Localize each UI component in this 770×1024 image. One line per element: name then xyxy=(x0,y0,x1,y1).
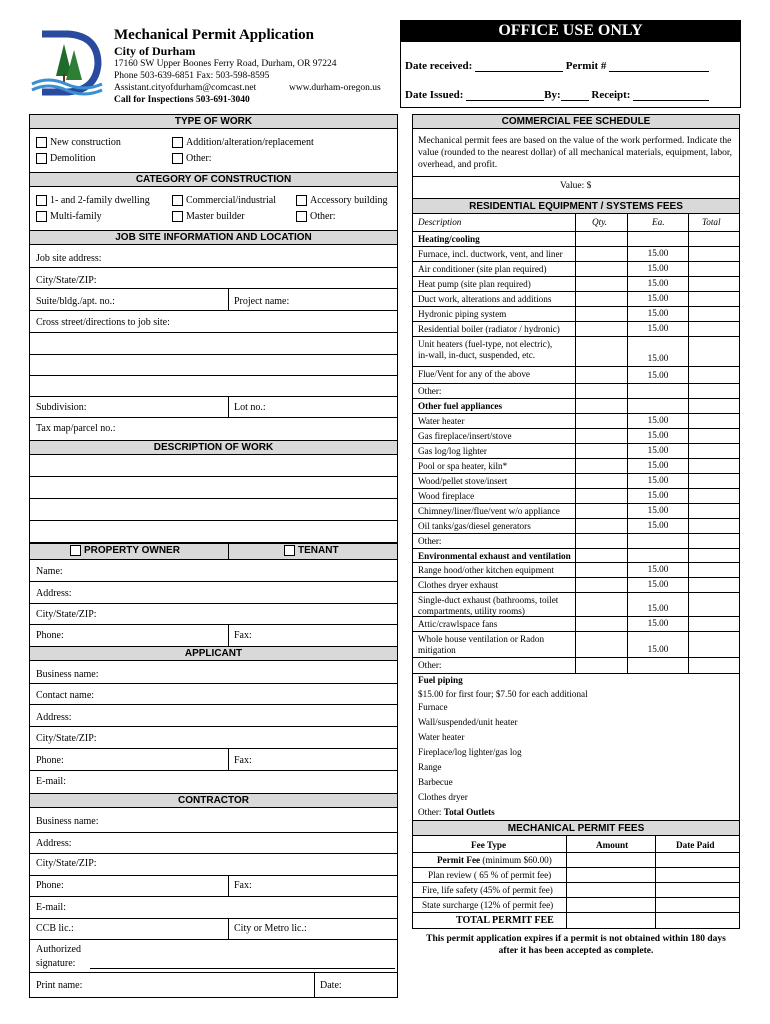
demolition-checkbox[interactable]: Demolition xyxy=(36,153,96,164)
fee-each-value: 15.00 xyxy=(647,445,669,455)
fee-label-furnace: Furnace, incl. ductwork, vent, and liner xyxy=(418,249,563,259)
owner-address-row[interactable] xyxy=(29,582,398,604)
fee-each-value: 15.00 xyxy=(647,370,669,380)
fee-label-water_heater: Water heater xyxy=(418,416,465,426)
fee-label-oil_tanks: Oil tanks/gas/diesel generators xyxy=(418,521,531,531)
fee-label-unit_heaters_2: in-wall, in-duct, suspended, etc. xyxy=(418,350,536,360)
fee-label-other: Other: xyxy=(418,386,442,396)
print-name-label: Print name: xyxy=(36,980,83,991)
cross-street-row-2[interactable] xyxy=(29,333,398,355)
total-permit-fee-row[interactable]: TOTAL PERMIT FEE xyxy=(456,915,554,926)
fuel-row-fp_bbq[interactable]: Barbecue xyxy=(418,777,453,787)
fee-label-wood_pellet: Wood/pellet stove/insert xyxy=(418,476,508,486)
multi-family-checkbox[interactable]: Multi-family xyxy=(36,211,102,222)
fee-label-hydronic: Hydronic piping system xyxy=(418,309,507,319)
applicant-address-row[interactable] xyxy=(29,705,398,727)
applicant-header: APPLICANT xyxy=(29,646,398,661)
city-logo xyxy=(28,26,106,100)
contractor-city-label: City/State/ZIP: xyxy=(36,858,97,869)
commercial-header: COMMERCIAL FEE SCHEDULE xyxy=(412,114,740,129)
fee-label-gas_log: Gas log/log lighter xyxy=(418,446,487,456)
cross-street-row-4[interactable] xyxy=(29,376,398,397)
value-field[interactable]: Value: $ xyxy=(560,181,592,191)
state-surcharge-row[interactable]: State surcharge (12% of permit fee) xyxy=(422,900,554,910)
tax-map-label: Tax map/parcel no.: xyxy=(36,423,116,434)
cross-street-row-3[interactable] xyxy=(29,355,398,376)
contractor-fax-label: Fax: xyxy=(234,880,252,891)
owner-name-label: Name: xyxy=(36,566,63,577)
authorized-label: Authorized xyxy=(36,944,81,955)
commercial-checkbox[interactable]: Commercial/industrial xyxy=(172,195,276,206)
applicant-business-label: Business name: xyxy=(36,669,99,680)
fee-label-duct: Duct work, alterations and additions xyxy=(418,294,552,304)
fuel-row-fp_dryer[interactable]: Clothes dryer xyxy=(418,792,468,802)
fee-each-value: 15.00 xyxy=(647,263,669,273)
contractor-address-label: Address: xyxy=(36,838,72,849)
signature-label: signature: xyxy=(36,958,76,969)
signature-row xyxy=(29,972,398,973)
contractor-email-label: E-mail: xyxy=(36,902,66,913)
permit-fees-header: MECHANICAL PERMIT FEES xyxy=(412,820,740,836)
owner-name-row[interactable] xyxy=(29,560,398,582)
fee-each-value: 15.00 xyxy=(647,520,669,530)
expiration-notice: This permit application expires if a permit is not obtained within 180 days after it has been accepted as complete. xyxy=(426,934,726,956)
fee-each-value: 15.00 xyxy=(647,490,669,500)
office-use-title: OFFICE USE ONLY xyxy=(400,20,741,42)
inspection-phone: Call for Inspections 503-691-3040 xyxy=(114,95,250,105)
applicant-contact-label: Contact name: xyxy=(36,690,95,701)
job-site-address-label: Job site address: xyxy=(36,253,102,264)
fee-label-dryer: Clothes dryer exhaust xyxy=(418,580,499,590)
city-website: www.durham-oregon.us xyxy=(289,83,381,93)
fee-label-env: Environmental exhaust and ventilation xyxy=(418,551,571,561)
fee-label-heating: Heating/cooling xyxy=(418,234,480,244)
residential-header: RESIDENTIAL EQUIPMENT / SYSTEMS FEES xyxy=(412,198,740,214)
fee-label-heat_pump: Heat pump (site plan required) xyxy=(418,279,531,289)
city-metro-label: City or Metro lic.: xyxy=(234,923,307,934)
fuel-row-fp_range[interactable]: Range xyxy=(418,762,442,772)
fee-label-other_fuel: Other fuel appliances xyxy=(418,401,503,411)
description-line-2[interactable] xyxy=(29,477,398,499)
fee-label-wood_fireplace: Wood fireplace xyxy=(418,491,475,501)
fuel-piping-heading: Fuel piping xyxy=(418,675,463,685)
contractor-phone-label: Phone: xyxy=(36,880,64,891)
date-received-field[interactable]: Date received: Permit # xyxy=(405,60,709,72)
applicant-phone-label: Phone: xyxy=(36,755,64,766)
owner-address-label: Address: xyxy=(36,588,72,599)
col-description: Description xyxy=(418,217,462,227)
plan-review-row[interactable]: Plan review ( 65 % of permit fee) xyxy=(428,870,552,880)
accessory-checkbox[interactable]: Accessory building xyxy=(296,195,388,206)
applicant-address-label: Address: xyxy=(36,712,72,723)
applicant-phone-row[interactable] xyxy=(29,749,398,771)
contractor-business-label: Business name: xyxy=(36,816,99,827)
city-email: Assistant.cityofdurham@comcast.net xyxy=(114,83,257,93)
contractor-header: CONTRACTOR xyxy=(29,793,398,808)
fee-row-other xyxy=(412,534,740,549)
date-paid-header: Date Paid xyxy=(676,840,715,850)
fee-label-other: Other: xyxy=(418,536,442,546)
owner-fax-label: Fax: xyxy=(234,630,252,641)
owner-phone-label: Phone: xyxy=(36,630,64,641)
fee-each-value: 15.00 xyxy=(647,293,669,303)
fee-each-value: 15.00 xyxy=(647,415,669,425)
project-name-label: Project name: xyxy=(234,296,290,307)
contractor-license-row[interactable] xyxy=(29,919,398,940)
one-two-family-checkbox[interactable]: 1- and 2-family dwelling xyxy=(36,195,150,206)
fee-type-header: Fee Type xyxy=(471,840,507,850)
fuel-row-other[interactable]: Other: Total Outlets xyxy=(418,807,495,817)
fee-label-whole_house_2: mitigation xyxy=(418,645,456,655)
description-header: DESCRIPTION OF WORK xyxy=(29,440,398,455)
fee-each-value: 15.00 xyxy=(647,248,669,258)
fee-row-other xyxy=(412,658,740,674)
fee-label-other: Other: xyxy=(418,660,442,670)
fee-label-single_duct_1: Single-duct exhaust (bathrooms, toilet xyxy=(418,595,559,605)
fuel-row-fp_water[interactable]: Water heater xyxy=(418,732,465,742)
signature-line[interactable] xyxy=(90,968,395,969)
fee-each-value: 15.00 xyxy=(647,618,669,628)
contractor-phone-row[interactable] xyxy=(29,876,398,897)
fuel-rate: $15.00 for first four; $7.50 for each additional xyxy=(418,689,588,699)
permit-fee-row[interactable]: Permit Fee (minimum $60.00) xyxy=(437,855,552,865)
job-city-label: City/State/ZIP: xyxy=(36,275,97,286)
fee-each-value: 15.00 xyxy=(647,323,669,333)
fee-label-attic: Attic/crawlspace fans xyxy=(418,619,498,629)
contractor-address-row[interactable] xyxy=(29,833,398,854)
property-owner-checkbox[interactable]: PROPERTY OWNER xyxy=(70,545,180,556)
description-line-3[interactable] xyxy=(29,499,398,521)
fuel-row-fp_wall[interactable]: Wall/suspended/unit heater xyxy=(418,717,518,727)
fire-life-row[interactable]: Fire, life safety (45% of permit fee) xyxy=(422,885,553,895)
job-site-header: JOB SITE INFORMATION AND LOCATION xyxy=(29,230,398,245)
fee-label-single_duct_2: compartments, utility rooms) xyxy=(418,606,525,616)
lot-label: Lot no.: xyxy=(234,402,266,413)
commercial-text: Mechanical permit fees are based on the value of the work performed. Indicate the value (rounded to the nearest dollar) of all mechanical materials, equipment, labor, overhead, and profit. xyxy=(418,136,733,170)
amount-header: Amount xyxy=(596,840,629,850)
fee-each-value: 15.00 xyxy=(647,308,669,318)
applicant-city-label: City/State/ZIP: xyxy=(36,733,97,744)
fee-row-other xyxy=(412,384,740,399)
category-header: CATEGORY OF CONSTRUCTION xyxy=(29,172,398,187)
fuel-row-fp_furnace[interactable]: Furnace xyxy=(418,702,448,712)
tenant-checkbox[interactable]: TENANT xyxy=(284,545,339,556)
col-total: Total xyxy=(702,217,721,227)
fee-label-unit_heaters_1: Unit heaters (fuel-type, not electric), xyxy=(418,339,553,349)
fee-label-gas_fireplace: Gas fireplace/insert/stove xyxy=(418,431,512,441)
fee-each-value: 15.00 xyxy=(647,475,669,485)
city-phone: Phone 503-639-6851 Fax: 503-598-8595 xyxy=(114,71,270,81)
type-other-checkbox[interactable]: Other: xyxy=(172,153,212,164)
category-other-checkbox[interactable]: Other: xyxy=(296,211,336,222)
form-title: Mechanical Permit Application xyxy=(114,27,314,43)
fee-label-ac: Air conditioner (site plan required) xyxy=(418,264,547,274)
addition-checkbox[interactable]: Addition/alteration/replacement xyxy=(172,137,314,148)
city-name: City of Durham xyxy=(114,44,196,58)
fee-each-value: 15.00 xyxy=(647,603,669,613)
col-each: Ea. xyxy=(652,217,665,227)
fee-each-value: 15.00 xyxy=(647,278,669,288)
fee-label-range_hood: Range hood/other kitchen equipment xyxy=(418,565,554,575)
date-label: Date: xyxy=(320,980,342,991)
fee-label-pool: Pool or spa heater, kiln* xyxy=(418,461,508,471)
col-qty: Qty. xyxy=(592,217,608,227)
fee-each-value: 15.00 xyxy=(647,353,669,363)
fee-each-value: 15.00 xyxy=(647,579,669,589)
fee-label-flue: Flue/Vent for any of the above xyxy=(418,369,531,379)
master-builder-checkbox[interactable]: Master builder xyxy=(172,211,245,222)
date-issued-field[interactable]: Date Issued: By: Receipt: xyxy=(405,89,709,101)
fee-each-value: 15.00 xyxy=(647,644,669,654)
cross-street-label: Cross street/directions to job site: xyxy=(36,317,170,328)
fuel-row-fp_fireplace[interactable]: Fireplace/log lighter/gas log xyxy=(418,747,522,757)
contractor-email-row[interactable] xyxy=(29,897,398,919)
fee-label-chimney: Chimney/liner/flue/vent w/o appliance xyxy=(418,506,560,516)
description-line-4[interactable] xyxy=(29,521,398,543)
fee-label-whole_house_1: Whole house ventilation or Radon xyxy=(418,634,545,644)
fee-each-value: 15.00 xyxy=(647,505,669,515)
ccb-label: CCB lic.: xyxy=(36,923,74,934)
type-of-work-header: TYPE OF WORK xyxy=(29,114,398,129)
owner-city-label: City/State/ZIP: xyxy=(36,609,97,620)
fee-each-value: 15.00 xyxy=(647,564,669,574)
fee-each-value: 15.00 xyxy=(647,460,669,470)
suite-label: Suite/bldg./apt. no.: xyxy=(36,296,115,307)
description-line-1[interactable] xyxy=(29,455,398,477)
new-construction-checkbox[interactable]: New construction xyxy=(36,137,121,148)
fee-label-boiler: Residential boiler (radiator / hydronic) xyxy=(418,324,560,334)
fee-each-value: 15.00 xyxy=(647,430,669,440)
city-address: 17160 SW Upper Boones Ferry Road, Durham, OR 97224 xyxy=(114,59,337,69)
applicant-email-label: E-mail: xyxy=(36,776,66,787)
applicant-fax-label: Fax: xyxy=(234,755,252,766)
subdivision-label: Subdivision: xyxy=(36,402,87,413)
